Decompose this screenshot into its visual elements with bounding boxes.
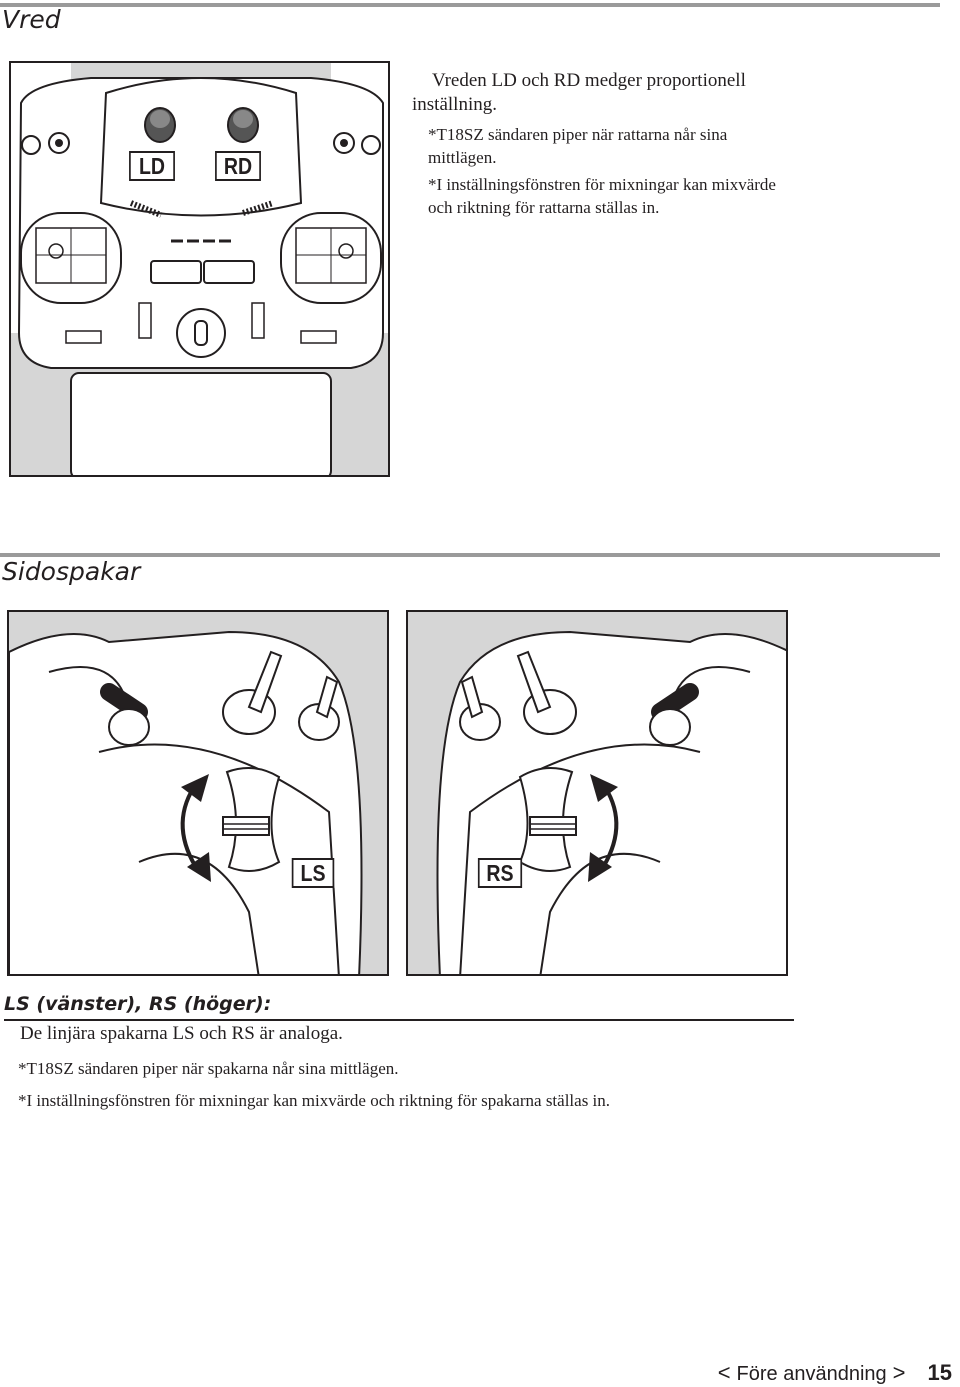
vred-lead-text: Vreden LD och RD medger proportionell inställning. [412, 70, 746, 115]
chevron-right-icon: > [892, 1360, 906, 1385]
left-side-lever-illustration [7, 610, 389, 976]
section-title-sidospakar: Sidospakar [2, 557, 141, 586]
vred-description [412, 69, 796, 219]
chevron-left-icon: < [717, 1360, 731, 1385]
right-side-lever-drawing [408, 612, 788, 976]
label-ls: LS [292, 858, 335, 888]
section-rule-sidospakar [0, 553, 940, 557]
footer-chapter: Före användning [736, 1363, 887, 1385]
label-ld: LD [129, 151, 175, 181]
page-footer [712, 1360, 952, 1386]
knob-rd [228, 108, 258, 142]
section-rule-vred [0, 3, 940, 7]
left-side-lever-drawing [9, 612, 389, 976]
vred-note-1: *T18SZ sändaren piper när rattarna når sina mittlägen. [428, 125, 728, 167]
lever-ls [223, 768, 279, 871]
page-number: 15 [927, 1360, 952, 1385]
sidospakar-subtitle: LS (vänster), RS (höger): [4, 993, 272, 1015]
stick-gimbal-right [281, 213, 381, 303]
transmitter-top-illustration [9, 61, 390, 477]
sidospakar-note-2: *I inställningsfönstren för mixningar kan mixvärde och riktning för spakarna ställas in. [18, 1091, 611, 1110]
section-title-vred: Vred [2, 5, 61, 34]
right-side-lever-illustration [406, 610, 788, 976]
stick-gimbal-left [21, 213, 121, 303]
label-rd: RD [215, 151, 261, 181]
transmitter-top-drawing [11, 63, 390, 477]
vred-note-2: *I inställningsfönstren för mixningar kan mixvärde och riktning för rattarna ställas in. [428, 175, 776, 217]
sidospakar-subtitle-rule [4, 1019, 794, 1021]
lever-rs [520, 768, 576, 871]
sidospakar-note-1: *T18SZ sändaren piper när spakarna når sina mittlägen. [18, 1059, 399, 1078]
label-rs: RS [478, 858, 522, 888]
knob-ld [145, 108, 175, 142]
sidospakar-body: De linjära spakarna LS och RS är analoga. [20, 1023, 343, 1044]
